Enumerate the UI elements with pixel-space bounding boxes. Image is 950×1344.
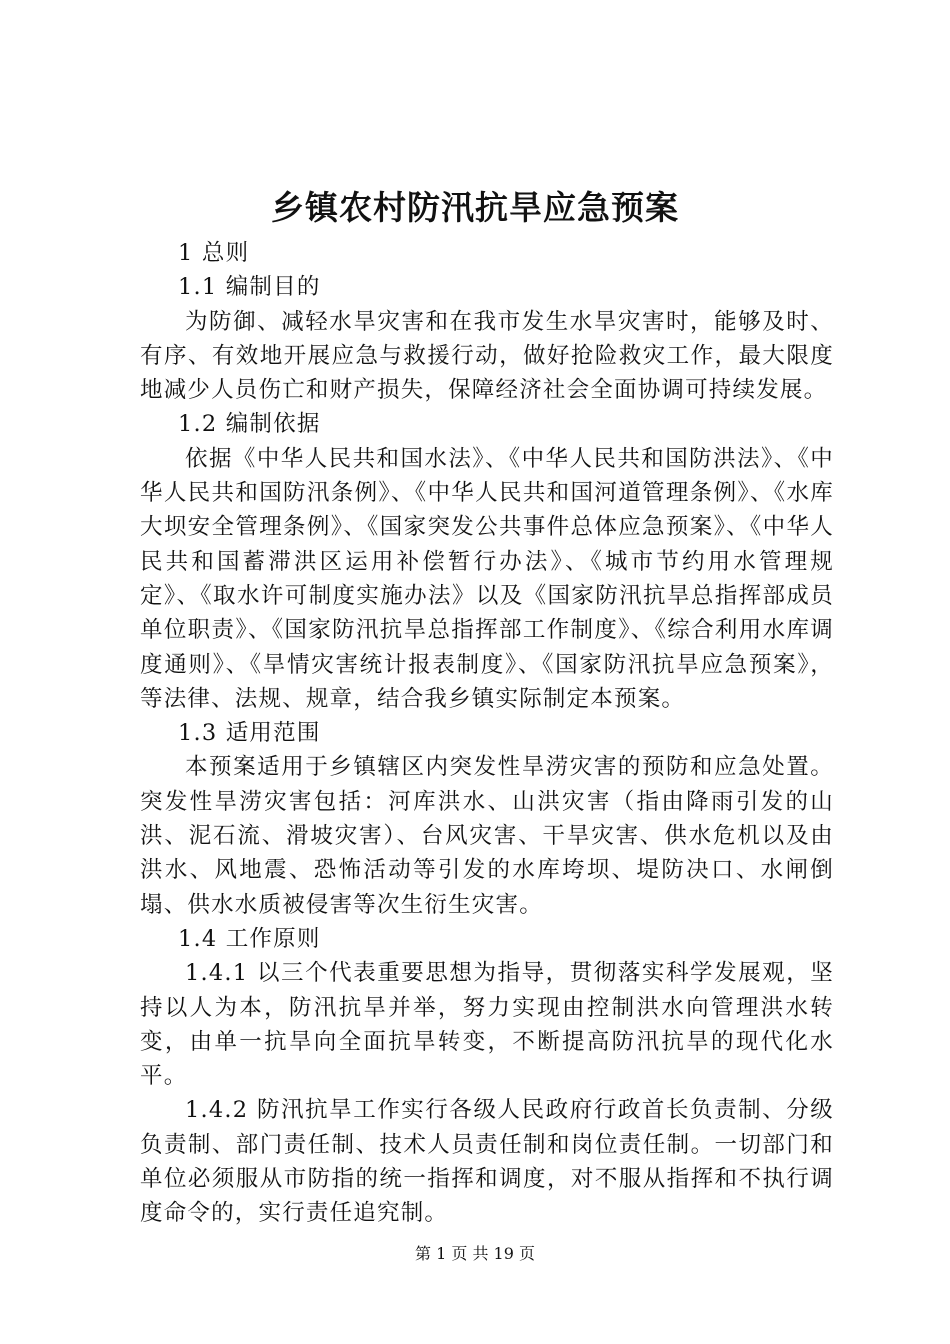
subsection-heading: 1.3 适用范围 [178, 720, 321, 747]
subsection-heading: 1.4 工作原则 [178, 925, 321, 952]
paragraph: 1.4.2 防汛抗旱工作实行各级人民政府行政首长负责制、分级负责制、部门责任制、技术人员责任制和岗位责任制。一切部门和单位必须服从市防指的统一指挥和调度，对不服从指挥和不执行调度命令的，实行责任追究制。 [140, 1097, 834, 1227]
paragraph: 依据《中华人民共和国水法》、《中华人民共和国防洪法》、《中华人民共和国防汛条例》、《中华人民共和国河道管理条例》、《水库大坝安全管理条例》、《国家突发公共事件总体应急预案》、《中华人民共和国蓄滞洪区运用补偿暂行办法》、《城市节约用水管理规定》、《取水许可制度实施办法》以及《国家防汛抗旱总指挥部成员单位职责》、《国家防汛抗旱总指挥部工作制度》、《综合利用水库调度通则》、《旱情灾害统计报表制度》、《国家防汛抗旱应急预案》，等法律、法规、规章，结合我乡镇实际制定本预案。 [140, 445, 834, 712]
paragraph: 为防御、减轻水旱灾害和在我市发生水旱灾害时，能够及时、有序、有效地开展应急与救援行动，做好抢险救灾工作，最大限度地减少人员伤亡和财产损失，保障经济社会全面协调可持续发展。 [140, 308, 834, 404]
paragraph: 本预案适用于乡镇辖区内突发性旱涝灾害的预防和应急处置。突发性旱涝灾害包括：河库洪水、山洪灾害（指由降雨引发的山洪、泥石流、滑坡灾害）、台风灾害、干旱灾害、供水危机以及由洪水、风地震、恐怖活动等引发的水库垮坝、堤防决口、水闸倒塌、供水水质被侵害等次生衍生灾害。 [140, 754, 834, 918]
paragraph: 1.4.1 以三个代表重要思想为指导，贯彻落实科学发展观，坚持以人为本，防汛抗旱并举，努力实现由控制洪水向管理洪水转变，由单一抗旱向全面抗旱转变，不断提高防汛抗旱的现代化水平。 [140, 960, 834, 1090]
document-title: 乡镇农村防汛抗旱应急预案 [271, 188, 679, 227]
subsection-heading: 1.2 编制依据 [178, 411, 321, 438]
section-heading: 1 总则 [178, 240, 250, 266]
document-body [140, 236, 834, 1231]
page-footer: 第 1 页 共 19 页 [415, 1244, 535, 1263]
subsection-heading: 1.1 编制目的 [178, 274, 321, 301]
